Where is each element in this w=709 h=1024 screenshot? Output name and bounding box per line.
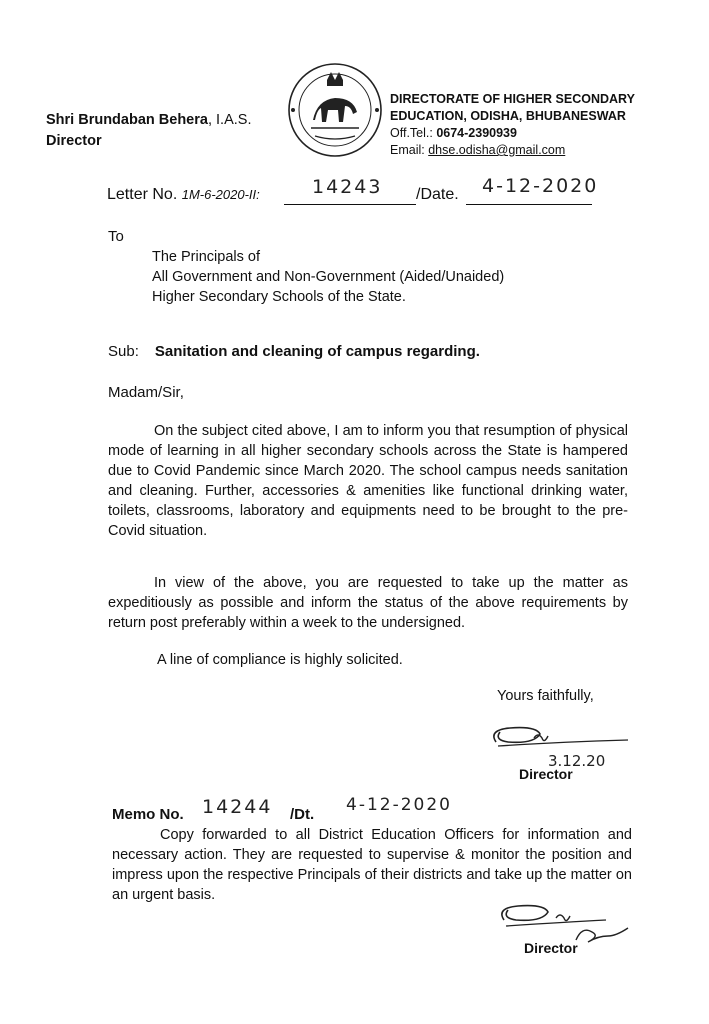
subject-line <box>108 343 480 360</box>
sender-name-suffix: , I.A.S. <box>207 112 252 128</box>
letter-number-underline <box>284 204 416 205</box>
letter-date-underline <box>466 204 592 205</box>
addressee-line-1: The Principals of <box>152 249 260 265</box>
sender-name <box>46 112 251 128</box>
memo-label: Memo No. <box>112 806 184 823</box>
subject-text: Sanitation and cleaning of campus regarding. <box>154 343 480 360</box>
body-paragraph-1: On the subject cited above, I am to inform you that resumption of physical mode of learning in all higher secondary schools across the State is hampered due to Covid Pandemic since March 2020. The school campus needs sanitation and cleaning. Further, accessories & amenities like functional drinking water, toilets, classrooms, laboratory and equipments need to be brought to the pre-Covid situation. <box>108 423 628 539</box>
odisha-state-emblem-icon <box>283 58 387 162</box>
addressee-line-2: All Government and Non-Government (Aided/Unaided) <box>152 269 505 285</box>
addressee-line-3: Higher Secondary Schools of the State. <box>152 289 406 305</box>
signature-date: 3.12.20 <box>548 752 606 770</box>
letter-number-label: Letter No. <box>107 186 178 203</box>
tel-label: Off.Tel.: <box>390 126 433 140</box>
letter-date-handwritten: 4-12-2020 <box>482 175 599 197</box>
letter-number-line <box>107 186 260 204</box>
director-label-2: Director <box>524 940 578 956</box>
body-paragraph-3: A line of compliance is highly solicited. <box>157 652 403 668</box>
email-label: Email: <box>390 143 425 157</box>
memo-number-handwritten: 14244 <box>202 796 273 818</box>
letter-number-handwritten: 14243 <box>312 176 383 198</box>
email-link[interactable]: dhse.odisha@gmail.com <box>428 143 566 157</box>
office-line-2: EDUCATION, ODISHA, BHUBANESWAR <box>390 109 626 123</box>
memo-paragraph: Copy forwarded to all District Education Officers for information and necessary action. They are requested to supervise & monitor the position and impress upon the respective Principals of their districts and take up the matter on an urgent basis. <box>112 827 632 903</box>
addressee-block <box>152 247 504 307</box>
letter-date-label: /Date. <box>416 186 459 203</box>
subject-label: Sub: <box>108 343 139 360</box>
director-label: Director <box>519 766 573 782</box>
office-email <box>390 142 635 159</box>
to-label: To <box>108 228 124 245</box>
memo-line <box>112 806 184 823</box>
sender-title: Director <box>46 133 102 149</box>
office-address <box>390 91 635 159</box>
office-telephone <box>390 125 635 142</box>
memo-date-handwritten: 4-12-2020 <box>346 795 452 815</box>
yours-faithfully: Yours faithfully, <box>497 688 594 704</box>
tel-value: 0674-2390939 <box>436 126 517 140</box>
letter-number-prefix: 1M-6-2020-II: <box>181 187 260 202</box>
sender-name-text: Shri Brundaban Behera <box>46 112 208 128</box>
salutation: Madam/Sir, <box>108 384 184 401</box>
office-line-1: DIRECTORATE OF HIGHER SECONDARY <box>390 92 635 106</box>
memo-date-label: /Dt. <box>290 806 315 823</box>
body-paragraph-2: In view of the above, you are requested to take up the matter as expeditiously as possible and inform the status of the above requirements by return post preferably within a week to the undersigned. <box>108 575 628 631</box>
